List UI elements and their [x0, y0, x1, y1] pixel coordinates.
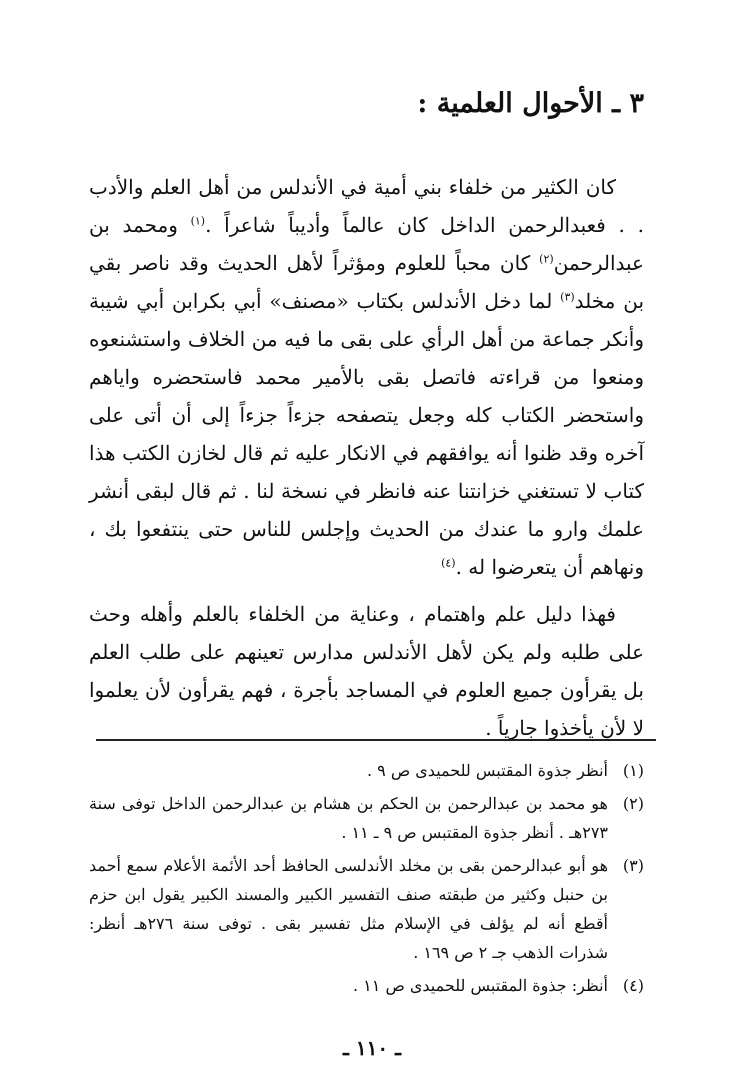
footnote-text: هو محمد بن عبدالرحمن بن الحكم بن هشام بن عبدالرحمن الداخل توفى سنة ٢٧٣هـ . أنظر جذوة المقتبس ص ٩ ـ ١١ . [89, 794, 608, 842]
main-text [89, 168, 644, 756]
paragraph-1 [89, 168, 644, 586]
footnote-text: أنظر جذوة المقتبس للحميدى ص ٩ . [366, 761, 608, 780]
footnote-4 [89, 971, 644, 1000]
footnote-ref-1: (١) [190, 214, 206, 228]
page-number: ـ ١١٠ ـ [343, 1036, 401, 1060]
footnote-ref-3: (٣) [560, 290, 575, 304]
footnote-ref-4: (٤) [441, 556, 456, 570]
footnote-text: هو أبو عبدالرحمن بقى بن مخلد الأندلسى الحافظ أحد الأئمة الأعلام سمع أحمد بن حنبل وكثير من طبقته صنف التفسير الكبير والمسند الكبير يقول ابن حزم أقطع أنه لم يؤلف في الإسلام مثل تفسير بقى . توفى سنة ٢٧٦هـ أنظر: شذرات الذهب جـ ٢ ص ١٦٩ . [89, 856, 609, 962]
footnote-text: أنظر: جذوة المقتبس للحميدى ص ١١ . [353, 976, 608, 995]
footnotes [89, 756, 644, 1004]
paragraph-1-text-c: كان محباً للعلوم ومؤثراً لأهل الحديث وقد ناصر بقي بن مخلد [89, 251, 645, 313]
footnote-number: (٢) [622, 794, 644, 813]
footnote-number: (٣) [622, 856, 644, 875]
section-title: ٣ ـ الأحوال العلمية : [417, 88, 644, 119]
paragraph-2 [89, 595, 644, 747]
footnote-number: (١) [622, 761, 644, 780]
footnote-number: (٤) [622, 976, 644, 995]
footnote-2 [89, 789, 644, 847]
paragraph-1-text-d: لما دخل الأندلس بكتاب «مصنف» أبي بكرابن أبي شيبة وأنكر جماعة من أهل الرأي على بقى ما فيه من الخلاف واستشنعوه ومنعوا من قراءته فاتصل بقى بالأمير محمد فاستحضره واياهم واستحضر الكتاب كله وجعل يتصفحه جزءاً جزءاً إلى أن أتى على آخره وقد ظنوا أنه يوافقهم في الانكار عليه ثم قال لخازن الكتب هذا كتاب لا تستغني خزانتنا عنه فانظر في نسخة لنا . ثم قال لبقى أنشر علمك وارو ما عندك من الحديث وإجلس للناس حتى ينتفعوا بك ، ونهاهم أن يتعرضوا له . [89, 289, 644, 579]
footnote-1 [89, 756, 644, 785]
footnote-ref-2: (٢) [539, 252, 554, 266]
paragraph-1-text-b: ومحمد بن عبدالرحمن [89, 213, 644, 275]
footnote-separator [96, 739, 656, 741]
footnote-3 [89, 851, 644, 967]
paragraph-2-text: فهذا دليل علم واهتمام ، وعناية من الخلفاء بالعلم وأهله وحث على طلبه ولم يكن لأهل الأندلس مدارس تعينهم على طلب العلم بل يقرأون جميع العلوم في المساجد بأجرة ، فهم يقرأون لأن يعلموا لا لأن يأخذوا جارياً . [89, 602, 644, 740]
paragraph-1-text-a: كان الكثير من خلفاء بني أمية في الأندلس من أهل العلم والأدب . . فعبدالرحمن الداخل كان عالماً وأديباً شاعراً . [89, 175, 644, 237]
